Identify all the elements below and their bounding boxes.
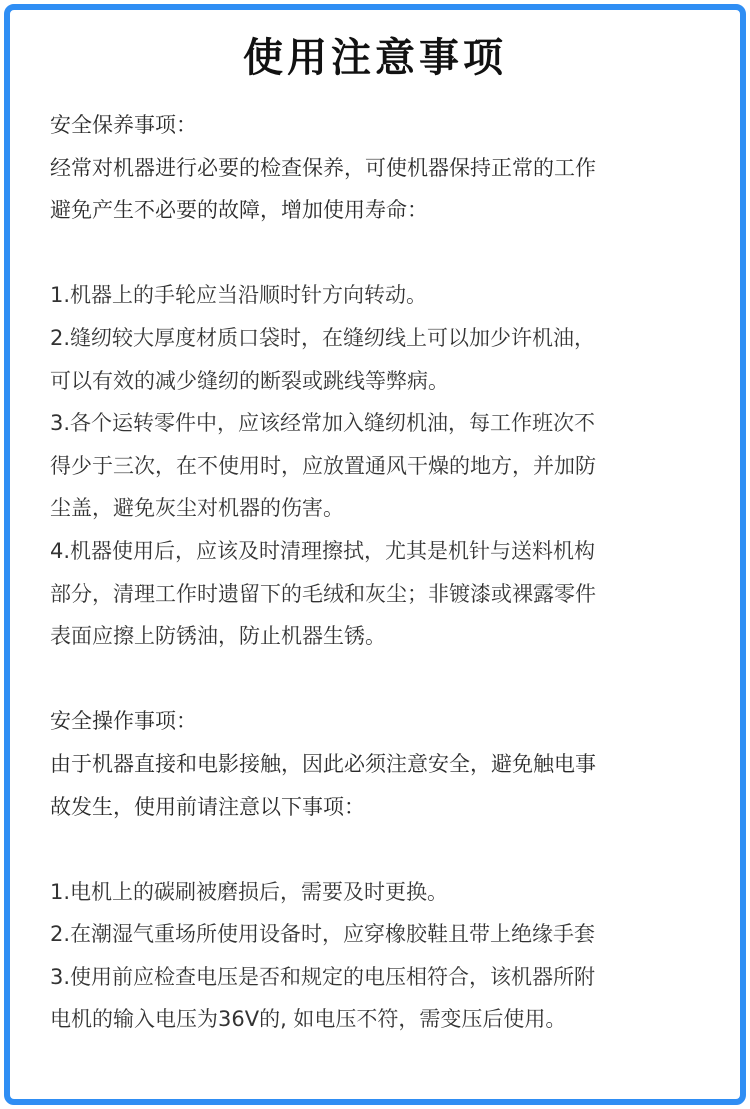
blank-spacer (50, 828, 710, 871)
maintenance-section (50, 104, 710, 658)
maintenance-item-line: 部分，清理工作时遗留下的毛绒和灰尘；非镀漆或裸露零件 (50, 581, 596, 606)
operation-item-line: 电机的输入电压为36V的, 如电压不符，需变压后使用。 (50, 1007, 567, 1032)
maintenance-item (50, 402, 710, 530)
content-body (50, 104, 710, 1041)
operation-item-line: 1.电机上的碳刷被磨损后，需要及时更换。 (50, 879, 449, 904)
maintenance-intro-line: 经常对机器进行必要的检查保养，可使机器保持正常的工作 (50, 155, 596, 180)
operation-section (50, 700, 710, 1041)
blank-spacer (50, 658, 710, 701)
maintenance-item-line: 尘盖，避免灰尘对机器的伤害。 (50, 496, 344, 521)
maintenance-item (50, 530, 710, 658)
maintenance-item (50, 317, 710, 402)
operation-intro-line: 故发生，使用前请注意以下事项： (50, 794, 365, 819)
maintenance-item (50, 274, 710, 317)
maintenance-item-line: 2.缝纫较大厚度材质口袋时，在缝纫线上可以加少许机油， (50, 325, 596, 350)
operation-item-line: 2.在潮湿气重场所使用设备时，应穿橡胶鞋且带上绝缘手套 (50, 922, 596, 947)
maintenance-item-line: 可以有效的减少缝纫的断裂或跳线等弊病。 (50, 368, 449, 393)
maintenance-item-line: 3.各个运转零件中，应该经常加入缝纫机油，每工作班次不 (50, 411, 596, 436)
operation-item-line: 3.使用前应检查电压是否和规定的电压相符合，该机器所附 (50, 964, 596, 989)
page-title: 使用注意事项 (243, 35, 507, 81)
operation-item (50, 956, 710, 1041)
maintenance-item-line: 4.机器使用后，应该及时清理擦拭，尤其是机针与送料机构 (50, 538, 596, 563)
maintenance-intro-line: 避免产生不必要的故障，增加使用寿命： (50, 198, 428, 223)
operation-intro-line: 由于机器直接和电影接触，因此必须注意安全，避免触电事 (50, 751, 596, 776)
maintenance-item-line: 得少于三次，在不使用时，应放置通风干燥的地方，并加防 (50, 453, 596, 478)
blank-spacer (50, 232, 710, 275)
operation-item (50, 913, 710, 956)
maintenance-item-line: 表面应擦上防锈油，防止机器生锈。 (50, 624, 386, 649)
page-frame (4, 4, 746, 1105)
maintenance-heading: 安全保养事项： (50, 113, 197, 137)
operation-item (50, 871, 710, 914)
operation-heading: 安全操作事项： (50, 709, 197, 734)
maintenance-item-line: 1.机器上的手轮应当沿顺时针方向转动。 (50, 283, 428, 308)
